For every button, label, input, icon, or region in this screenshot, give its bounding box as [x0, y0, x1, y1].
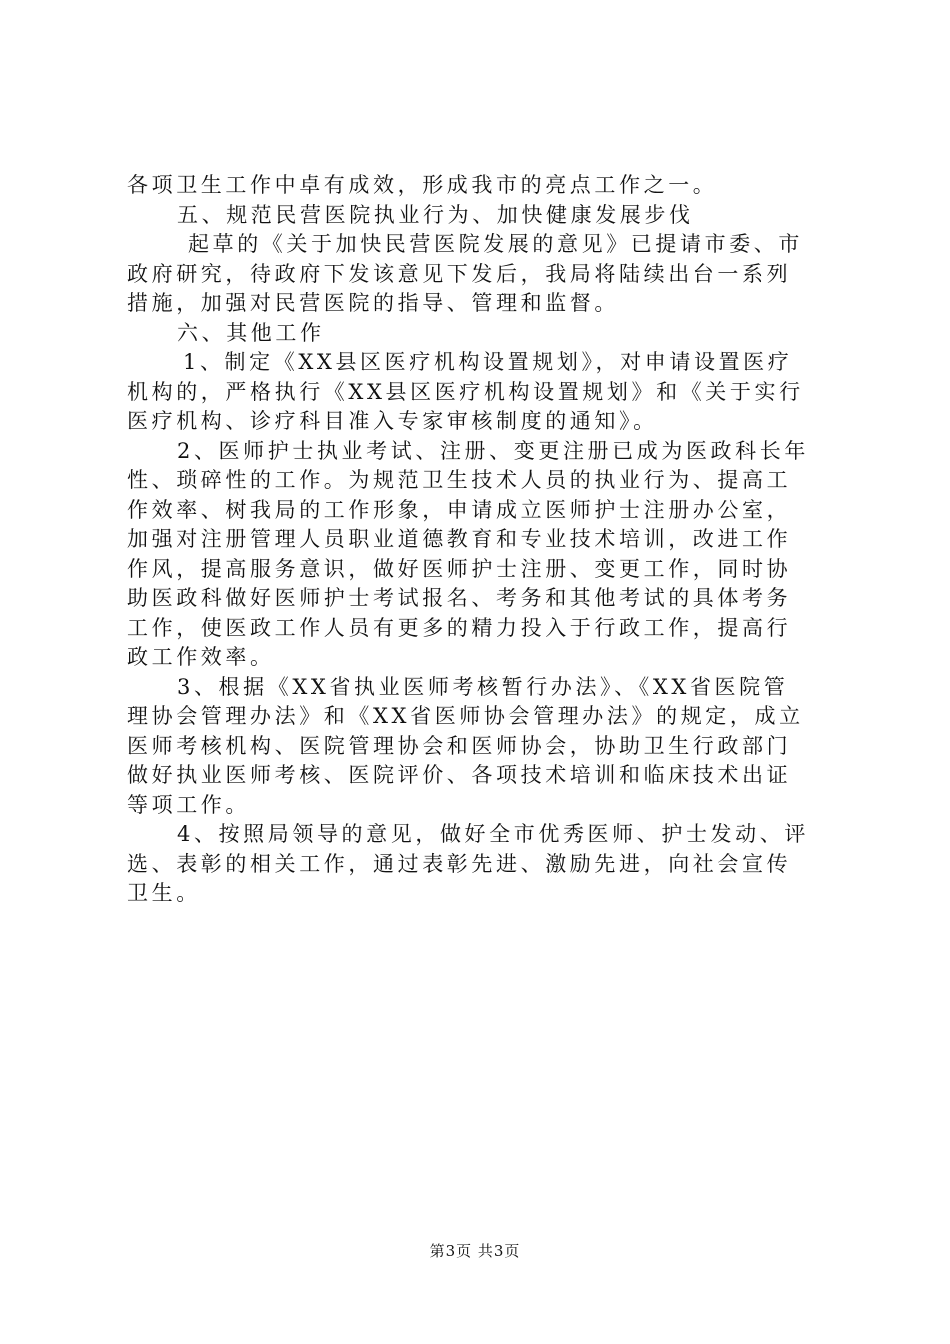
text-line: 理协会管理办法》和《XX省医师协会管理办法》的规定，成立: [127, 704, 804, 728]
text-line: 做好执业医师考核、医院评价、各项技术培训和临床技术出证: [127, 763, 792, 787]
text-line: 政府研究，待政府下发该意见下发后，我局将陆续出台一系列: [127, 261, 792, 286]
text-line: 各项卫生工作中卓有成效，形成我市的亮点工作之一。: [127, 173, 718, 197]
text-line: 1、制定《XX县区医疗机构设置规划》，对申请设置医疗: [183, 350, 793, 374]
text-line: 医师考核机构、医院管理协会和医师协会，协助卫生行政部门: [127, 733, 792, 758]
text-line: 机构的，严格执行《XX县区医疗机构设置规划》和《关于实行: [127, 379, 804, 404]
text-line: 等项工作。: [127, 792, 250, 817]
text-line: 作风，提高服务意识，做好医师护士注册、变更工作，同时协: [127, 556, 792, 581]
text-line: 医疗机构、诊疗科目准入专家审核制度的通知》。: [127, 409, 658, 433]
text-line: 加强对注册管理人员职业道德教育和专业技术培训，改进工作: [127, 527, 792, 551]
text-line: 性、琐碎性的工作。为规范卫生技术人员的执业行为、提高工: [127, 468, 792, 492]
text-line: 五、规范民营医院执业行为、加快健康发展步伐: [177, 202, 694, 227]
document-body: [127, 171, 827, 909]
text-line: 助医政科做好医师护士考试报名、考务和其他考试的具体考务: [127, 586, 792, 610]
text-line: 4、按照局领导的意见，做好全市优秀医师、护士发动、评: [177, 822, 809, 846]
text-line: 政工作效率。: [127, 645, 275, 669]
text-line: 选、表彰的相关工作，通过表彰先进、激励先进，向社会宣传: [127, 851, 792, 876]
text-line: 卫生。: [127, 881, 201, 905]
page-number-footer: 第3页 共3页: [429, 1242, 521, 1260]
text-line: 3、根据《XX省执业医师考核暂行办法》、《XX省医院管: [177, 674, 789, 699]
text-line: 2、医师护士执业考试、注册、变更注册已成为医政科长年: [177, 438, 809, 463]
text-line: 起草的《关于加快民营医院发展的意见》已提请市委、市: [188, 232, 803, 256]
text-line: 工作，使医政工作人员有更多的精力投入于行政工作，提高行: [127, 615, 792, 640]
text-line: 六、其他工作: [177, 320, 325, 345]
text-line: 作效率、树我局的工作形象，申请成立医师护士注册办公室，: [127, 497, 792, 522]
text-line: 措施，加强对民营医院的指导、管理和监督。: [127, 291, 619, 315]
